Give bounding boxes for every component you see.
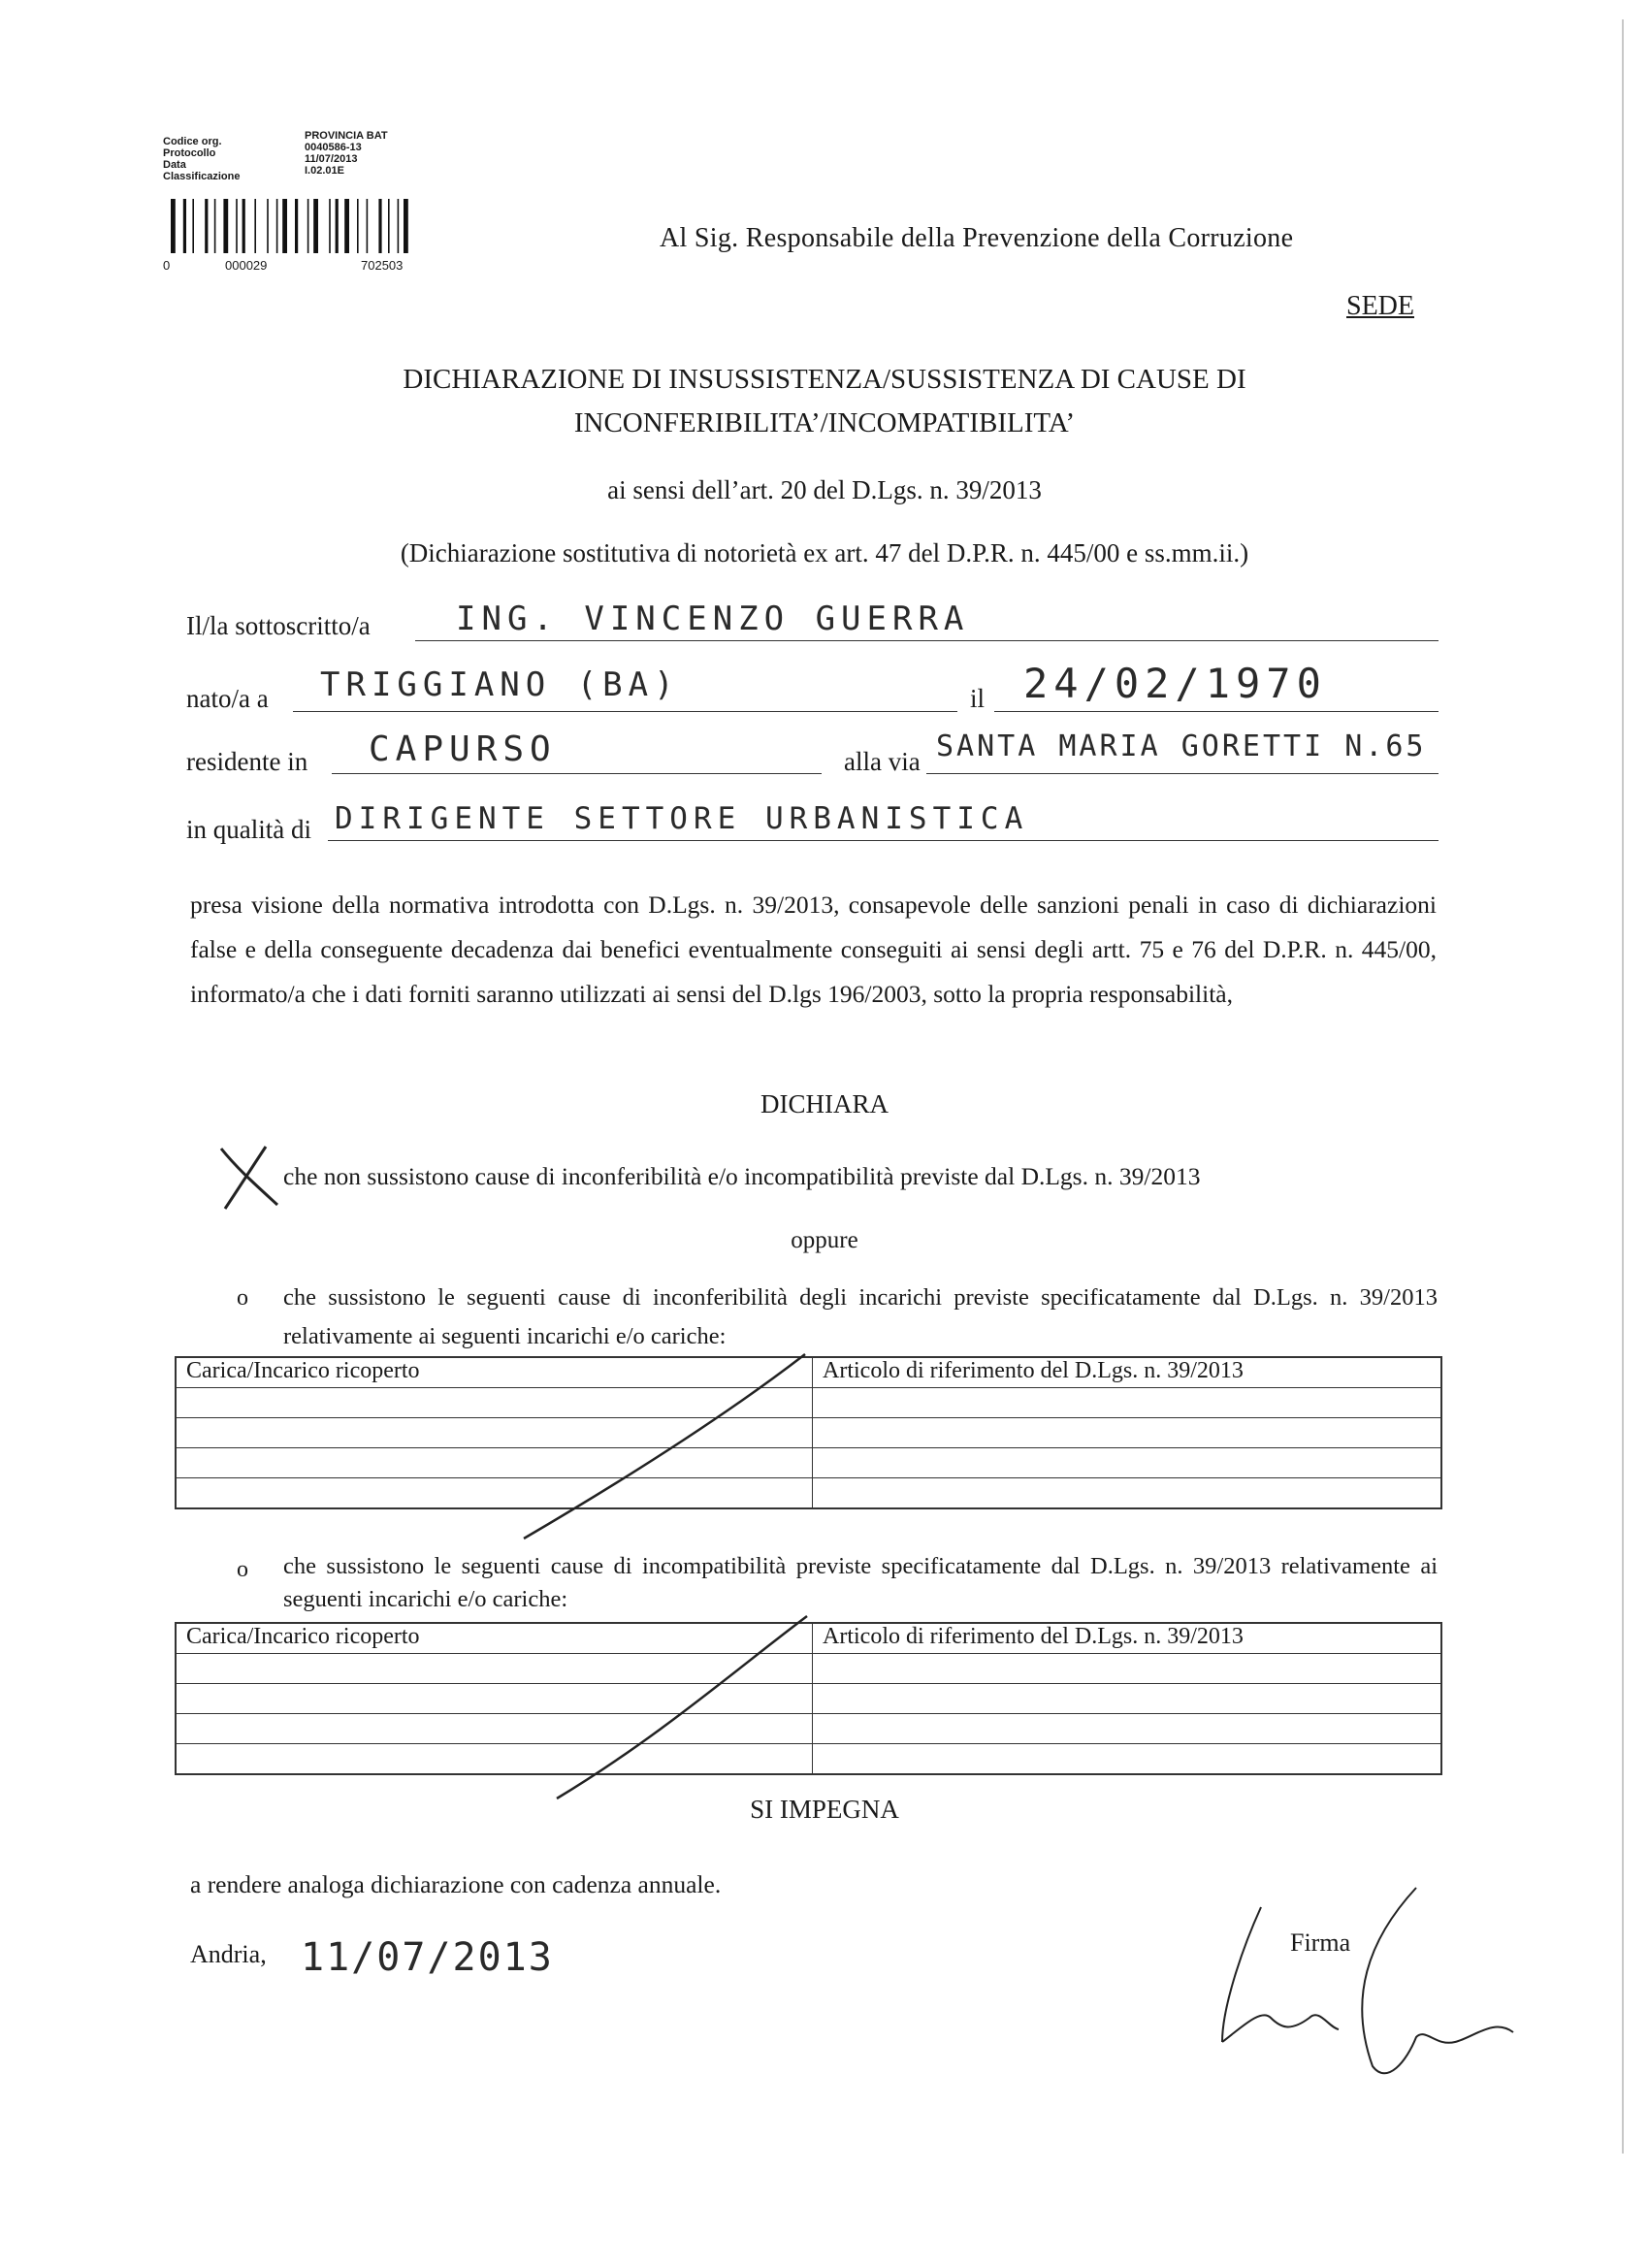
residente-line	[332, 773, 822, 774]
table-cell	[813, 1418, 1442, 1448]
stamp-label: Codice org.	[163, 136, 222, 147]
place-label: Andria,	[190, 1940, 267, 1968]
handwritten-signature	[1203, 1863, 1533, 2086]
bullet: o	[237, 1285, 248, 1311]
il-label: il	[970, 684, 986, 713]
si-impegna-heading: SI IMPEGNA	[750, 1795, 899, 1824]
sottoscritto-label: Il/la sottoscritto/a	[186, 611, 371, 640]
stamp-label: Protocollo	[163, 147, 216, 159]
strike-through-line	[543, 1610, 824, 1804]
qualita-label: in qualità di	[186, 815, 311, 844]
barcode-number-left: 0	[163, 258, 171, 273]
dichiara-heading: DICHIARA	[760, 1089, 889, 1118]
stamp-value: PROVINCIA BAT	[305, 130, 388, 142]
stamp-label: Data	[163, 159, 186, 171]
qualita-line	[328, 840, 1439, 841]
table-cell	[813, 1478, 1442, 1509]
signing-date: 11/07/2013	[301, 1935, 554, 1980]
document-title: DICHIARAZIONE DI INSUSSISTENZA/SUSSISTENZA DI CAUSE DI	[403, 364, 1246, 395]
table-cell	[813, 1714, 1442, 1744]
strike-through-line	[514, 1348, 824, 1542]
oppure-label: oppure	[791, 1227, 858, 1253]
scan-edge	[1622, 19, 1624, 2154]
table-cell	[813, 1388, 1442, 1418]
table-cell	[813, 1448, 1442, 1478]
table-header-cell: Articolo di riferimento del D.Lgs. n. 39/2013	[813, 1623, 1442, 1654]
stamp-label: Classificazione	[163, 171, 241, 182]
barcode-number: 702503	[361, 258, 404, 273]
qualita-value: DIRIGENTE SETTORE URBANISTICA	[335, 801, 1029, 836]
table-header-cell: Articolo di riferimento del D.Lgs. n. 39/2013	[813, 1357, 1442, 1388]
sede-label: SEDE	[1346, 291, 1414, 321]
document-title-line2: INCONFERIBILITA’/INCOMPATIBILITA’	[573, 407, 1076, 438]
nato-line	[293, 711, 957, 712]
nato-label: nato/a a	[186, 684, 269, 713]
bullet: o	[237, 1557, 248, 1582]
table-cell	[813, 1744, 1442, 1775]
stamp-value: 11/07/2013	[305, 153, 358, 165]
stamp-value: 0040586-13	[305, 142, 362, 153]
declaration-type: (Dichiarazione sostitutiva di notorietà ex art. 47 del D.P.R. n. 445/00 e ss.mm.ii.)	[400, 538, 1249, 567]
option-no-causes: che non sussistono cause di inconferibilità e/o incompatibilità previste dal D.Lgs. n. 39/2013	[283, 1162, 1201, 1190]
addressee: Al Sig. Responsabile della Prevenzione della Corruzione	[660, 223, 1294, 253]
option-incompatibilita: che sussistono le seguenti cause di incompatibilità previste specificatamente dal D.Lgs. n. 39/2013 relativamente ai seguenti incarichi e/o cariche:	[283, 1553, 1438, 1612]
via-value: SANTA MARIA GORETTI N.65	[936, 729, 1427, 763]
il-line	[994, 711, 1439, 712]
residente-value: CAPURSO	[369, 729, 557, 769]
option-inconferibilita: che sussistono le seguenti cause di inconferibilità degli incarichi previste specificatamente dal D.Lgs. n. 39/2013 relativamente ai seguenti incarichi e/o cariche:	[283, 1284, 1438, 1349]
barcode-number: 000029	[225, 258, 268, 273]
stamp-value: I.02.01E	[305, 165, 344, 177]
via-label: alla via	[844, 747, 921, 776]
table-cell	[813, 1654, 1442, 1684]
table-header-cell: Carica/Incarico ricoperto	[176, 1357, 813, 1388]
table-cell	[813, 1684, 1442, 1714]
sottoscritto-line	[415, 640, 1439, 641]
residente-label: residente in	[186, 747, 308, 776]
premise-paragraph: presa visione della normativa introdotta con D.Lgs. n. 39/2013, consapevole delle sanzioni penali in caso di dichiarazioni false e della conseguente decadenza dai benefici eventualmente conseguiti ai sensi degli artt. 75 e 76 del D.P.R. n. 445/00, informato/a che i dati forniti saranno utilizzati ai sensi del D.lgs 196/2003, sotto la propria responsabilità,	[190, 891, 1437, 1008]
il-value: 24/02/1970	[1023, 660, 1327, 707]
barcode	[171, 199, 462, 253]
legal-reference: ai sensi dell’art. 20 del D.Lgs. n. 39/2013	[607, 475, 1042, 504]
firma-label: Firma	[1290, 1928, 1351, 1957]
via-line	[926, 773, 1439, 774]
nato-value: TRIGGIANO (BA)	[320, 665, 680, 704]
sottoscritto-value: ING. VINCENZO GUERRA	[456, 599, 970, 638]
checkbox-x-mark	[215, 1143, 283, 1213]
table-header-cell: Carica/Incarico ricoperto	[176, 1623, 813, 1654]
commitment-text: a rendere analoga dichiarazione con cadenza annuale.	[190, 1870, 722, 1898]
